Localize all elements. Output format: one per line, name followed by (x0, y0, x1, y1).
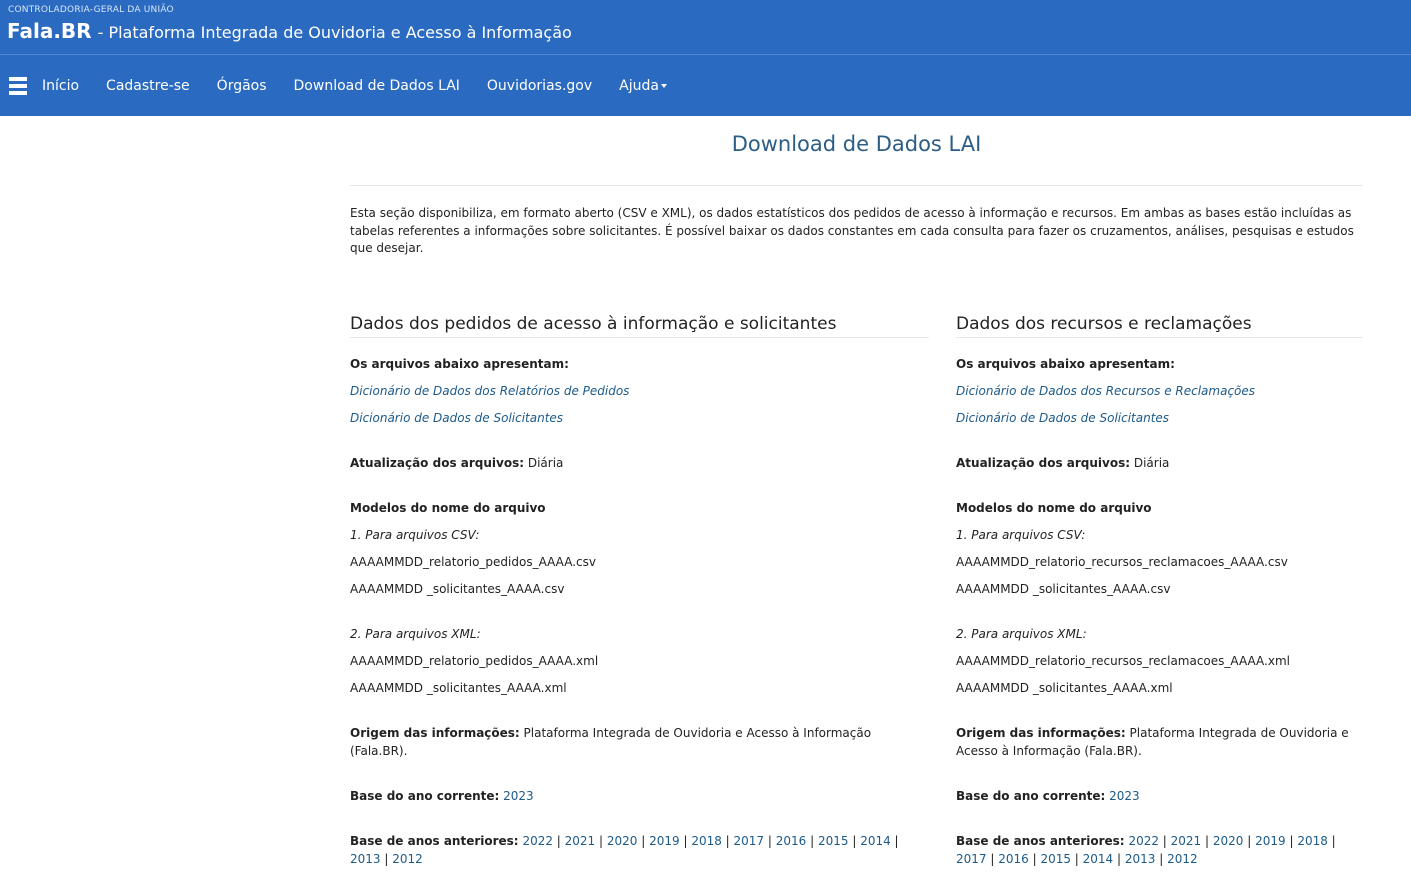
pedidos-year-link[interactable]: 2019 (649, 833, 680, 848)
pedidos-year-link[interactable]: 2020 (606, 833, 638, 848)
nav-item-download-dados-lai[interactable]: Download de Dados LAI (293, 77, 460, 94)
recursos-year-link[interactable]: 2019 (1255, 833, 1286, 848)
pedidos-solicitantes-dictionary-link[interactable]: Dicionário de Dados de Solicitantes (350, 410, 564, 425)
pedidos-year-link[interactable]: 2018 (691, 833, 722, 848)
year-separator: | (1113, 851, 1125, 866)
recursos-year-link[interactable]: 2015 (1040, 851, 1071, 866)
pedidos-year-link[interactable]: 2017 (733, 833, 765, 848)
recursos-files-intro: Os arquivos abaixo apresentam: (956, 356, 1175, 371)
recursos-previous-years: Base de anos anteriores: 2022 | 2021 | 2020 | 2019 | 2018 | 2017 | 2016 | 2015 | 2014 | 2013 | 2012 (956, 833, 1336, 866)
recursos-xml-file-1: AAAAMMDD_relatorio_recursos_reclamacoes_AAAA.xml (956, 653, 1290, 668)
title-divider (350, 185, 1363, 186)
recursos-year-link[interactable]: 2014 (1082, 851, 1114, 866)
recursos-year-link[interactable]: 2017 (956, 851, 987, 866)
nav-item-inicio[interactable]: Início (42, 77, 80, 94)
recursos-year-link[interactable]: 2022 (1128, 833, 1159, 848)
year-separator: | (986, 851, 999, 866)
nav-item-orgaos[interactable]: Órgãos (216, 77, 267, 94)
pedidos-year-link[interactable]: 2014 (860, 833, 891, 848)
pedidos-section (350, 314, 929, 868)
year-separator: | (552, 833, 565, 848)
year-separator: | (595, 833, 607, 848)
pedidos-year-link[interactable]: 2015 (817, 833, 849, 848)
recursos-models-label: Modelos do nome do arquivo (956, 500, 1152, 515)
pedidos-csv-file-1: AAAAMMDD_relatorio_pedidos_AAAA.csv (350, 554, 596, 569)
recursos-csv-file-1: AAAAMMDD_relatorio_recursos_reclamacoes_AAAA.csv (956, 554, 1288, 569)
recursos-section (956, 314, 1363, 868)
pedidos-csv-label: 1. Para arquivos CSV: (350, 527, 480, 542)
main-nav (0, 55, 1411, 116)
recursos-heading: Dados dos recursos e reclamações (956, 314, 1363, 338)
pedidos-year-link[interactable]: 2021 (564, 833, 596, 848)
caret-down-icon (661, 84, 667, 88)
pedidos-previous-years: Base de anos anteriores: 2022 | 2021 | 2020 | 2019 | 2018 | 2017 | 2016 | 2015 | 2014 | 2013 | 2012 (350, 833, 899, 866)
pedidos-xml-label: 2. Para arquivos XML: (350, 626, 481, 641)
pedidos-year-link[interactable]: 2012 (392, 851, 423, 866)
year-separator: | (764, 833, 776, 848)
year-separator: | (1327, 833, 1336, 848)
recursos-solicitantes-dictionary-link[interactable]: Dicionário de Dados de Solicitantes (956, 410, 1170, 425)
recursos-xml-file-2: AAAAMMDD _solicitantes_AAAA.xml (956, 680, 1173, 695)
hamburger-menu-icon[interactable] (9, 77, 27, 95)
year-separator: | (890, 833, 899, 848)
agency-name: CONTROLADORIA-GERAL DA UNIÃO (8, 5, 174, 15)
pedidos-xml-file-2: AAAAMMDD _solicitantes_AAAA.xml (350, 680, 567, 695)
site-logo[interactable]: Fala.BR (7, 19, 92, 43)
site-subtitle: - Plataforma Integrada de Ouvidoria e Acesso à Informação (97, 23, 572, 42)
year-separator: | (637, 833, 650, 848)
pedidos-origin: Origem das informações: Plataforma Integrada de Ouvidoria e Acesso à Informação (Fala.BR). (350, 725, 872, 758)
recursos-year-link[interactable]: 2013 (1124, 851, 1156, 866)
recursos-xml-label: 2. Para arquivos XML: (956, 626, 1087, 641)
year-separator: | (1285, 833, 1298, 848)
pedidos-update: Atualização dos arquivos: Diária (350, 455, 564, 470)
year-separator: | (1070, 851, 1083, 866)
year-separator: | (1201, 833, 1213, 848)
brand-row (0, 0, 1411, 55)
recursos-year-link[interactable]: 2020 (1212, 833, 1244, 848)
recursos-origin: Origem das informações: Plataforma Integrada de Ouvidoria e Acesso à Informação (Fala.BR). (956, 725, 1349, 758)
pedidos-heading: Dados dos pedidos de acesso à informação e solicitantes (350, 314, 929, 338)
recursos-year-link[interactable]: 2018 (1297, 833, 1328, 848)
year-separator: | (380, 851, 393, 866)
nav-item-ajuda-label: Ajuda (619, 77, 659, 94)
pedidos-xml-file-1: AAAAMMDD_relatorio_pedidos_AAAA.xml (350, 653, 599, 668)
brand[interactable] (7, 19, 572, 43)
recursos-year-link[interactable]: 2021 (1170, 833, 1202, 848)
nav-item-ouvidorias-gov[interactable]: Ouvidorias.gov (486, 77, 593, 94)
nav-item-ajuda[interactable] (619, 78, 667, 94)
main-content (350, 116, 1363, 866)
nav-item-cadastre-se[interactable]: Cadastre-se (106, 77, 190, 94)
recursos-update: Atualização dos arquivos: Diária (956, 455, 1170, 470)
year-separator: | (1028, 851, 1041, 866)
pedidos-models-label: Modelos do nome do arquivo (350, 500, 546, 515)
recursos-year-link[interactable]: 2016 (998, 851, 1029, 866)
pedidos-dictionary-link[interactable]: Dicionário de Dados dos Relatórios de Pedidos (350, 383, 630, 398)
recursos-csv-file-2: AAAAMMDD _solicitantes_AAAA.csv (956, 581, 1171, 596)
recursos-year-link[interactable]: 2012 (1167, 851, 1198, 866)
pedidos-year-link[interactable]: 2013 (350, 851, 381, 866)
pedidos-files-intro: Os arquivos abaixo apresentam: (350, 356, 569, 371)
year-separator: | (848, 833, 861, 848)
recursos-year-link-2023[interactable]: 2023 (1109, 788, 1140, 803)
pedidos-year-link-2023[interactable]: 2023 (503, 788, 534, 803)
page-title: Download de Dados LAI (731, 132, 982, 156)
pedidos-current-year: Base do ano corrente: 2023 (350, 788, 534, 803)
pedidos-year-link[interactable]: 2016 (775, 833, 807, 848)
recursos-dictionary-link[interactable]: Dicionário de Dados dos Recursos e Reclamações (956, 383, 1256, 398)
year-separator: | (1243, 833, 1256, 848)
year-separator: | (1158, 833, 1171, 848)
year-separator: | (679, 833, 692, 848)
intro-paragraph: Esta seção disponibiliza, em formato aberto (CSV e XML), os dados estatísticos dos pedidos de acesso à informação e recursos. Em ambas as bases estão incluídas as tabelas referentes a informações sobre solicitantes. É possível baixar os dados constantes em cada consulta para fazer os cruzamentos, análises, pesquisas e estudos que desejar. (350, 206, 1354, 255)
top-header (0, 0, 1411, 116)
pedidos-csv-file-2: AAAAMMDD _solicitantes_AAAA.csv (350, 581, 565, 596)
year-separator: | (721, 833, 734, 848)
pedidos-year-link[interactable]: 2022 (522, 833, 553, 848)
year-separator: | (806, 833, 818, 848)
recursos-current-year: Base do ano corrente: 2023 (956, 788, 1140, 803)
recursos-csv-label: 1. Para arquivos CSV: (956, 527, 1086, 542)
year-separator: | (1155, 851, 1168, 866)
